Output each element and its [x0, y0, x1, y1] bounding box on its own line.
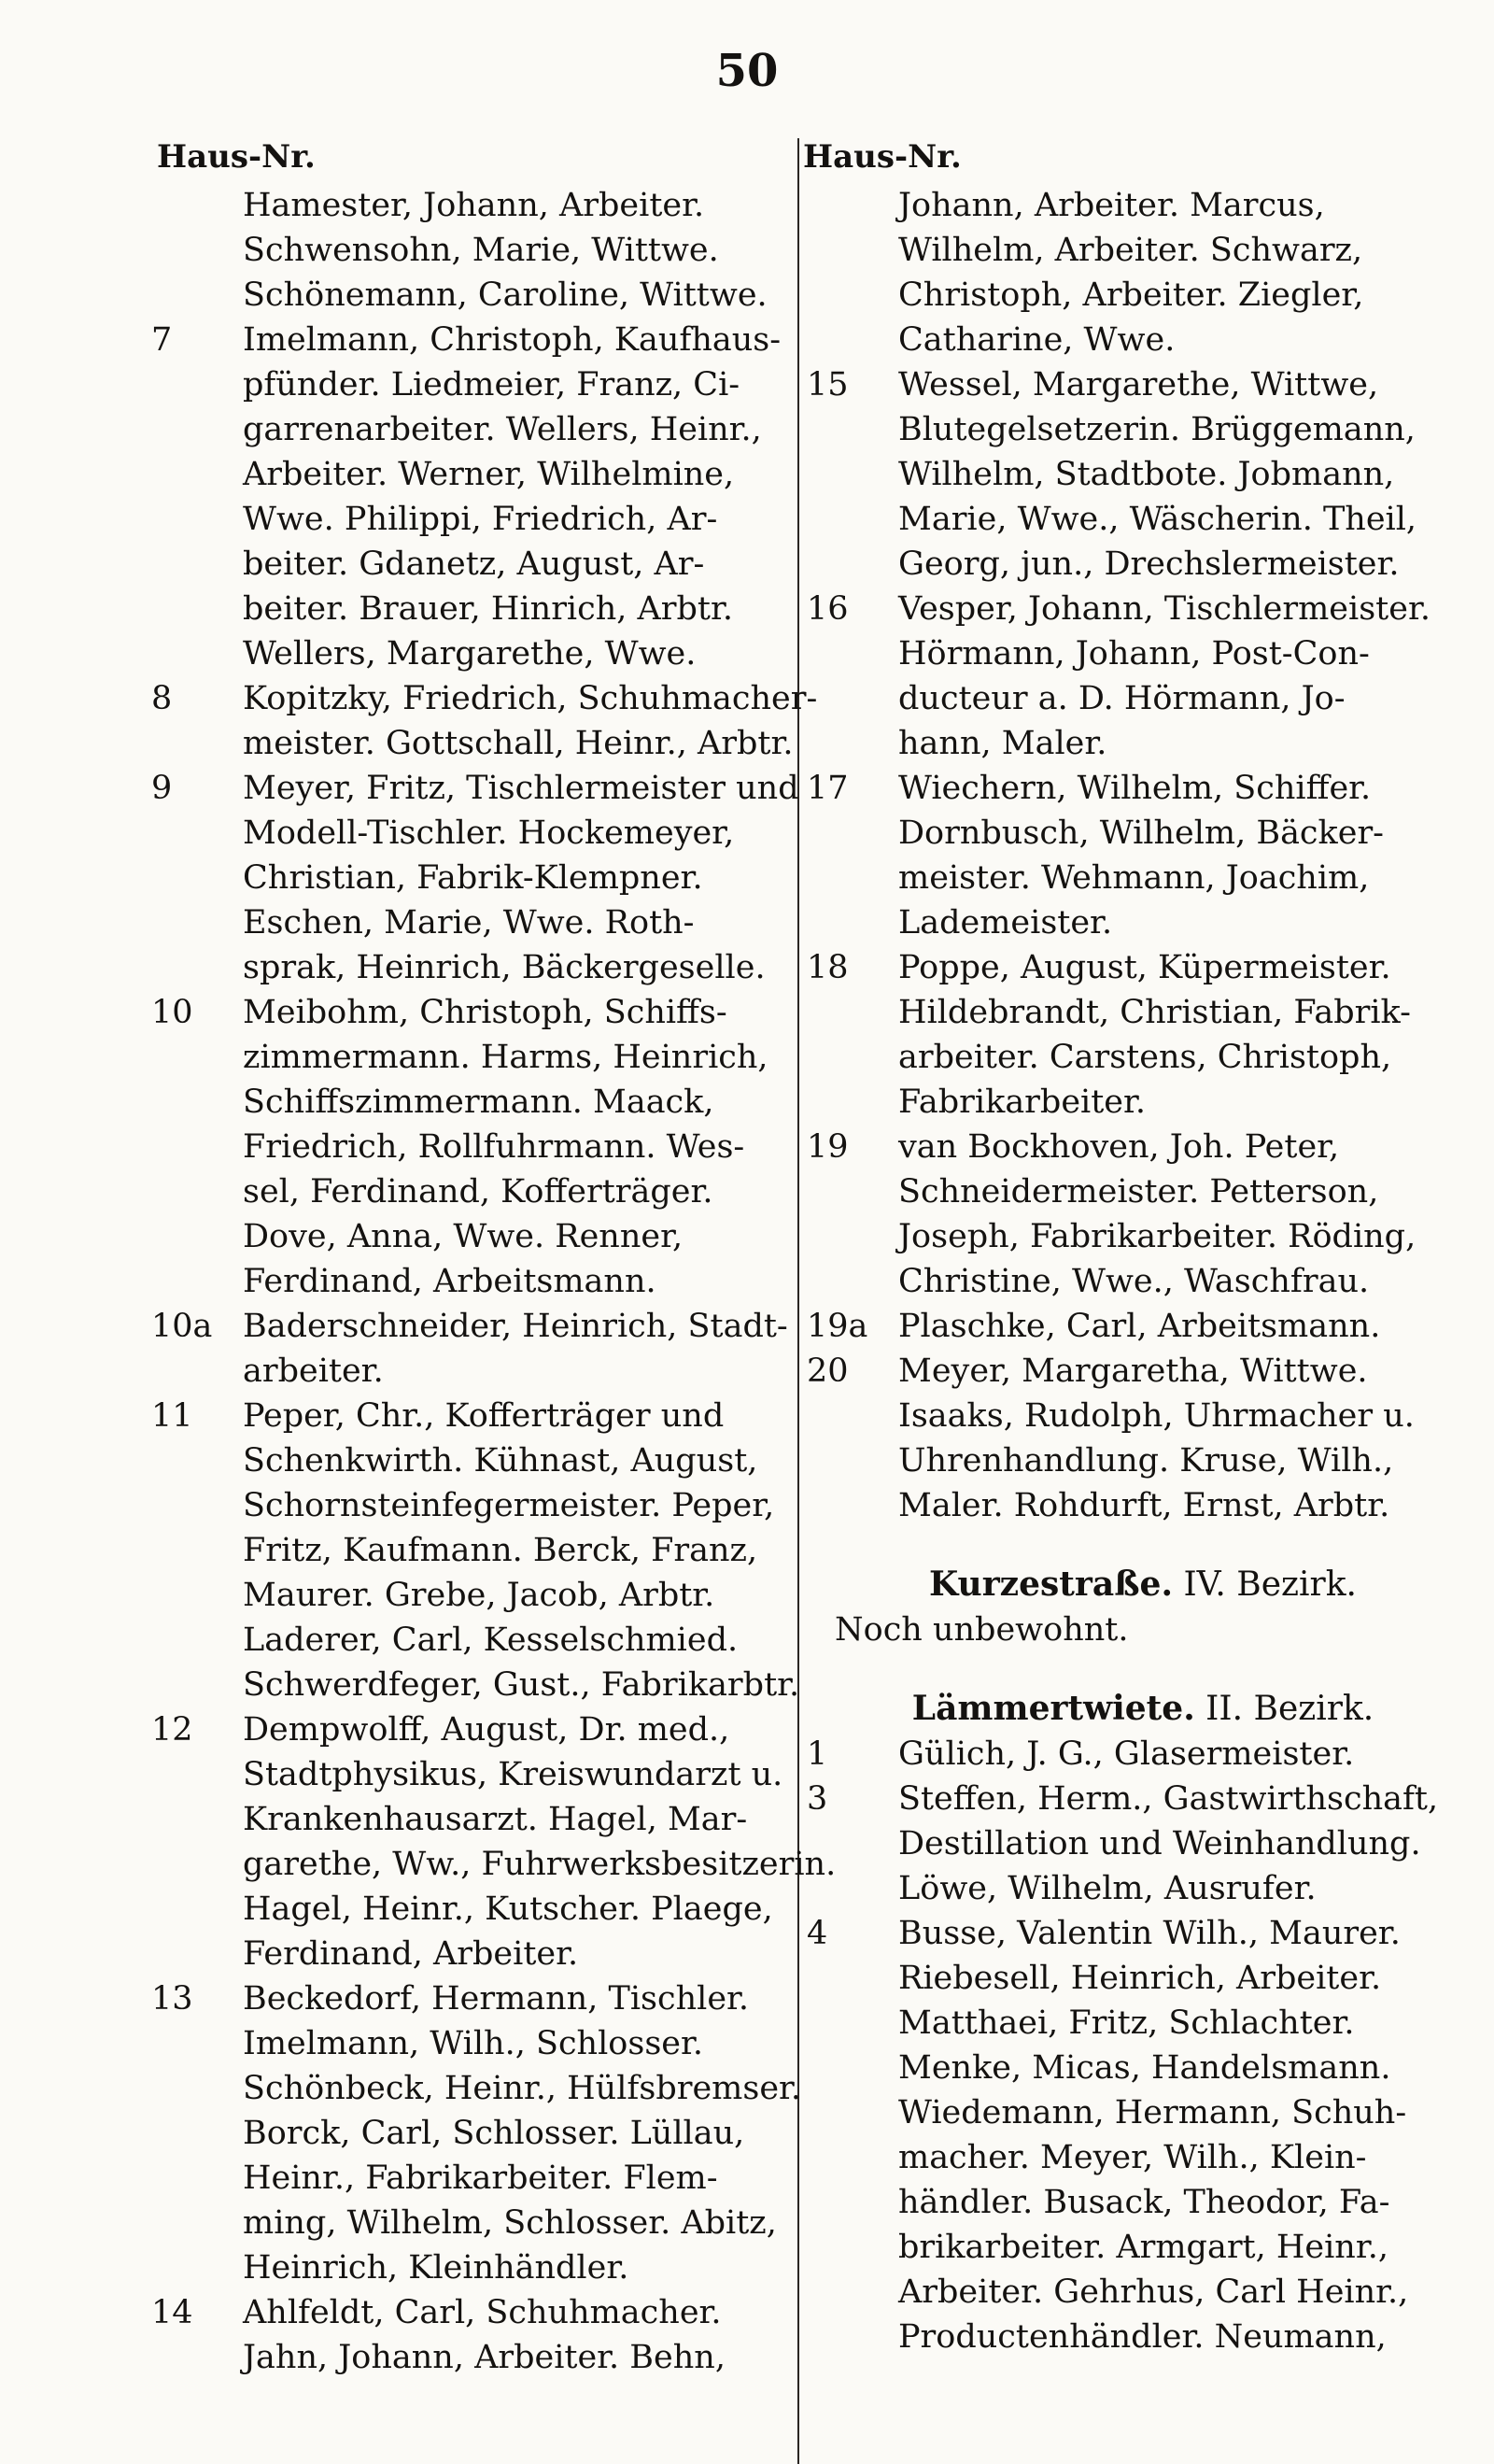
entry-line: Riebesell, Heinrich, Arbeiter.	[898, 1960, 1382, 1997]
entry-text	[898, 1911, 1470, 2359]
entry-line: Matthaei, Fritz, Schlachter.	[898, 2004, 1355, 2042]
house-entry	[807, 945, 1470, 1125]
entry-text	[243, 1304, 814, 1394]
right-column-header: Haus-Nr.	[803, 138, 962, 176]
street-note: Noch unbewohnt.	[835, 1611, 1129, 1649]
house-number: 12	[151, 1711, 193, 1749]
entry-line: Heinrich, Kleinhändler.	[243, 2249, 629, 2287]
house-number: 4	[807, 1915, 828, 1952]
entry-line: Schönemann, Caroline, Wittwe.	[243, 276, 768, 314]
entry-line: Beckedorf, Hermann, Tischler.	[243, 1980, 750, 2018]
house-number: 17	[807, 770, 849, 807]
entry-text	[243, 1394, 814, 1707]
entry-line: Schneidermeister. Petterson,	[898, 1173, 1379, 1211]
street-heading	[816, 1562, 1470, 1607]
entry-line: Destillation und Weinhandlung.	[898, 1825, 1421, 1862]
house-number: 11	[151, 1397, 193, 1435]
entry-line: Christine, Wwe., Waschfrau.	[898, 1263, 1370, 1300]
entry-line: Schenkwirth. Kühnast, August,	[243, 1442, 758, 1480]
entry-line: Schiffszimmermann. Maack,	[243, 1083, 714, 1121]
entry-line: Catharine, Wwe.	[898, 321, 1176, 359]
entry-line: Arbeiter. Gehrhus, Carl Heinr.,	[898, 2273, 1409, 2311]
street-heading	[816, 1686, 1470, 1732]
entry-line: Schwensohn, Marie, Wittwe.	[243, 232, 719, 269]
entry-line: Meyer, Margaretha, Wittwe.	[898, 1352, 1368, 1390]
entry-line: Ferdinand, Arbeitsmann.	[243, 1263, 656, 1300]
entry-text	[898, 1304, 1470, 1349]
entry-line: Georg, jun., Drechslermeister.	[898, 545, 1400, 583]
entry-line: Schornsteinfegermeister. Peper,	[243, 1487, 775, 1524]
entry-line: sel, Ferdinand, Kofferträger.	[243, 1173, 713, 1211]
house-entry	[151, 676, 818, 766]
entry-line: van Bockhoven, Joh. Peter,	[898, 1128, 1340, 1166]
house-number: 13	[151, 1980, 193, 2018]
entry-line: Löwe, Wilhelm, Ausrufer.	[898, 1870, 1317, 1907]
entry-line: Imelmann, Christoph, Kaufhaus-	[243, 321, 782, 359]
entry-line: Wiechern, Wilhelm, Schiffer.	[898, 770, 1372, 807]
entry-line: Johann, Arbeiter. Marcus,	[898, 187, 1325, 224]
entry-line: Schönbeck, Heinr., Hülfsbremser.	[243, 2070, 802, 2107]
house-number: 7	[151, 321, 173, 359]
house-entry	[807, 1125, 1470, 1304]
entry-text	[898, 1732, 1470, 1777]
entry-line: Poppe, August, Küpermeister.	[898, 949, 1391, 986]
continuation-entry	[161, 183, 814, 318]
entry-text	[898, 183, 1470, 362]
house-number: 1	[807, 1735, 828, 1773]
left-column-header: Haus-Nr.	[157, 138, 316, 176]
entry-text	[898, 362, 1470, 587]
entry-text	[898, 1125, 1470, 1304]
house-number: 19a	[807, 1308, 868, 1345]
entry-text	[243, 1707, 837, 1976]
entry-line: beiter. Gdanetz, August, Ar-	[243, 545, 705, 583]
entry-line: Stadtphysikus, Kreiswundarzt u.	[243, 1756, 783, 1793]
entry-line: Arbeiter. Werner, Wilhelmine,	[243, 456, 735, 493]
street-district: II. Bezirk.	[1194, 1690, 1374, 1728]
house-entry	[151, 1707, 837, 1976]
entry-line: Laderer, Carl, Kesselschmied.	[243, 1621, 739, 1659]
entry-line: pfünder. Liedmeier, Franz, Ci-	[243, 366, 740, 404]
entry-line: Fritz, Kaufmann. Berck, Franz,	[243, 1532, 758, 1569]
entry-line: Wilhelm, Stadtbote. Jobmann,	[898, 456, 1395, 493]
entry-line: macher. Meyer, Wilh., Klein-	[898, 2139, 1367, 2176]
entry-line: Friedrich, Rollfuhrmann. Wes-	[243, 1128, 745, 1166]
entry-line: sprak, Heinrich, Bäckergeselle.	[243, 949, 766, 986]
house-entry	[151, 1976, 814, 2290]
entry-text	[243, 990, 814, 1304]
entry-text	[243, 318, 814, 676]
entry-line: Uhrenhandlung. Kruse, Wilh.,	[898, 1442, 1394, 1480]
entry-text	[898, 1349, 1470, 1528]
entry-line: Lademeister.	[898, 904, 1113, 942]
entry-line: händler. Busack, Theodor, Fa-	[898, 2184, 1390, 2221]
entry-line: Maler. Rohdurft, Ernst, Arbtr.	[898, 1487, 1390, 1524]
entry-text	[898, 945, 1470, 1125]
house-entry	[807, 1777, 1470, 1911]
house-entry	[807, 587, 1470, 766]
house-number: 3	[807, 1780, 828, 1818]
right-column	[807, 183, 1470, 2359]
entry-line: beiter. Brauer, Hinrich, Arbtr.	[243, 590, 733, 628]
entry-line: Menke, Micas, Handelsmann.	[898, 2049, 1391, 2087]
entry-text	[243, 1976, 814, 2290]
entry-line: Fabrikarbeiter.	[898, 1083, 1147, 1121]
entry-line: Peper, Chr., Kofferträger und	[243, 1397, 725, 1435]
entry-line: Hildebrandt, Christian, Fabrik-	[898, 994, 1411, 1031]
entry-text	[243, 676, 818, 766]
house-entry	[151, 766, 814, 990]
entry-line: Blutegelsetzerin. Brüggemann,	[898, 411, 1416, 448]
entry-line: Meibohm, Christoph, Schiffs-	[243, 994, 727, 1031]
entry-line: hann, Maler.	[898, 725, 1107, 762]
entry-line: Wessel, Margarethe, Wittwe,	[898, 366, 1379, 404]
entry-line: Modell-Tischler. Hockemeyer,	[243, 814, 735, 852]
entry-line: Borck, Carl, Schlosser. Lüllau,	[243, 2115, 745, 2152]
street-name: Lämmertwiete.	[911, 1689, 1195, 1728]
house-number: 14	[151, 2294, 193, 2331]
entry-text	[898, 1777, 1470, 1911]
entry-line: meister. Gottschall, Heinr., Arbtr.	[243, 725, 794, 762]
entry-line: meister. Wehmann, Joachim,	[898, 859, 1370, 897]
entry-line: Baderschneider, Heinrich, Stadt-	[243, 1308, 788, 1345]
street-name: Kurzestraße.	[929, 1565, 1173, 1604]
street-district: IV. Bezirk.	[1173, 1565, 1357, 1604]
house-entry	[807, 1304, 1470, 1349]
house-number: 19	[807, 1128, 849, 1166]
entry-line: Dornbusch, Wilhelm, Bäcker-	[898, 814, 1385, 852]
entry-text	[898, 766, 1470, 945]
entry-line: Krankenhausarzt. Hagel, Mar-	[243, 1801, 748, 1838]
house-number: 20	[807, 1352, 849, 1390]
house-entry	[151, 2290, 814, 2380]
house-number: 9	[151, 770, 173, 807]
entry-line: Dempwolff, August, Dr. med.,	[243, 1711, 730, 1749]
entry-line: brikarbeiter. Armgart, Heinr.,	[898, 2229, 1388, 2266]
entry-line: arbeiter. Carstens, Christoph,	[898, 1039, 1392, 1076]
house-entry	[807, 766, 1470, 945]
house-entry	[807, 1349, 1470, 1528]
entry-line: Imelmann, Wilh., Schlosser.	[243, 2025, 704, 2062]
house-entry	[807, 1732, 1470, 1777]
entry-text	[243, 183, 814, 318]
entry-line: Isaaks, Rudolph, Uhrmacher u.	[898, 1397, 1415, 1435]
entry-line: Steffen, Herm., Gastwirthschaft,	[898, 1780, 1439, 1818]
continuation-entry	[816, 183, 1470, 362]
entry-line: Hörmann, Johann, Post-Con-	[898, 635, 1370, 673]
entry-line: Dove, Anna, Wwe. Renner,	[243, 1218, 684, 1255]
entry-line: ducteur a. D. Hörmann, Jo-	[898, 680, 1346, 717]
entry-line: Christoph, Arbeiter. Ziegler,	[898, 276, 1364, 314]
entry-text	[898, 587, 1470, 766]
entry-line: Marie, Wwe., Wäscherin. Theil,	[898, 501, 1417, 538]
entry-line: Hamester, Johann, Arbeiter.	[243, 187, 705, 224]
entry-line: Wellers, Margarethe, Wwe.	[243, 635, 697, 673]
house-number: 10	[151, 994, 193, 1031]
house-number: 18	[807, 949, 849, 986]
entry-line: Ahlfeldt, Carl, Schuhmacher.	[243, 2294, 722, 2331]
entry-line: arbeiter.	[243, 1352, 384, 1390]
page-number: 50	[715, 45, 779, 97]
house-entry	[151, 1304, 814, 1394]
entry-line: Christian, Fabrik-Klempner.	[243, 859, 703, 897]
entry-line: garrenarbeiter. Wellers, Heinr.,	[243, 411, 762, 448]
entry-line: Schwerdfeger, Gust., Fabrikarbtr.	[243, 1666, 800, 1704]
house-number: 15	[807, 366, 849, 404]
house-number: 10a	[151, 1308, 213, 1345]
entry-line: zimmermann. Harms, Heinrich,	[243, 1039, 768, 1076]
entry-text	[243, 2290, 814, 2380]
entry-line: Eschen, Marie, Wwe. Roth-	[243, 904, 695, 942]
entry-line: Busse, Valentin Wilh., Maurer.	[898, 1915, 1401, 1952]
entry-line: Wiedemann, Hermann, Schuh-	[898, 2094, 1407, 2131]
house-entry	[151, 1394, 814, 1707]
entry-line: Heinr., Fabrikarbeiter. Flem-	[243, 2160, 718, 2197]
house-number: 8	[151, 680, 173, 717]
house-entry	[151, 318, 814, 676]
entry-line: Productenhändler. Neumann,	[898, 2318, 1387, 2356]
house-number: 16	[807, 590, 849, 628]
entry-line: Wwe. Philippi, Friedrich, Ar-	[243, 501, 718, 538]
house-entry	[807, 362, 1470, 587]
entry-line: ming, Wilhelm, Schlosser. Abitz,	[243, 2204, 777, 2242]
house-entry	[151, 990, 814, 1304]
entry-line: Maurer. Grebe, Jacob, Arbtr.	[243, 1577, 715, 1614]
house-entry	[807, 1911, 1470, 2359]
entry-line: Kopitzky, Friedrich, Schuhmacher-	[243, 680, 818, 717]
entry-line: Vesper, Johann, Tischlermeister.	[898, 590, 1431, 628]
entry-line: Joseph, Fabrikarbeiter. Röding,	[898, 1218, 1416, 1255]
entry-line: Plaschke, Carl, Arbeitsmann.	[898, 1308, 1381, 1345]
entry-line: garethe, Ww., Fuhrwerksbesitzerin.	[243, 1846, 837, 1883]
entry-line: Wilhelm, Arbeiter. Schwarz,	[898, 232, 1363, 269]
entry-text	[243, 766, 814, 990]
entry-line: Jahn, Johann, Arbeiter. Behn,	[243, 2339, 726, 2376]
entry-line: Meyer, Fritz, Tischlermeister und	[243, 770, 799, 807]
entry-line: Ferdinand, Arbeiter.	[243, 1935, 579, 1973]
entry-line: Gülich, J. G., Glasermeister.	[898, 1735, 1355, 1773]
entry-line: Hagel, Heinr., Kutscher. Plaege,	[243, 1890, 773, 1928]
